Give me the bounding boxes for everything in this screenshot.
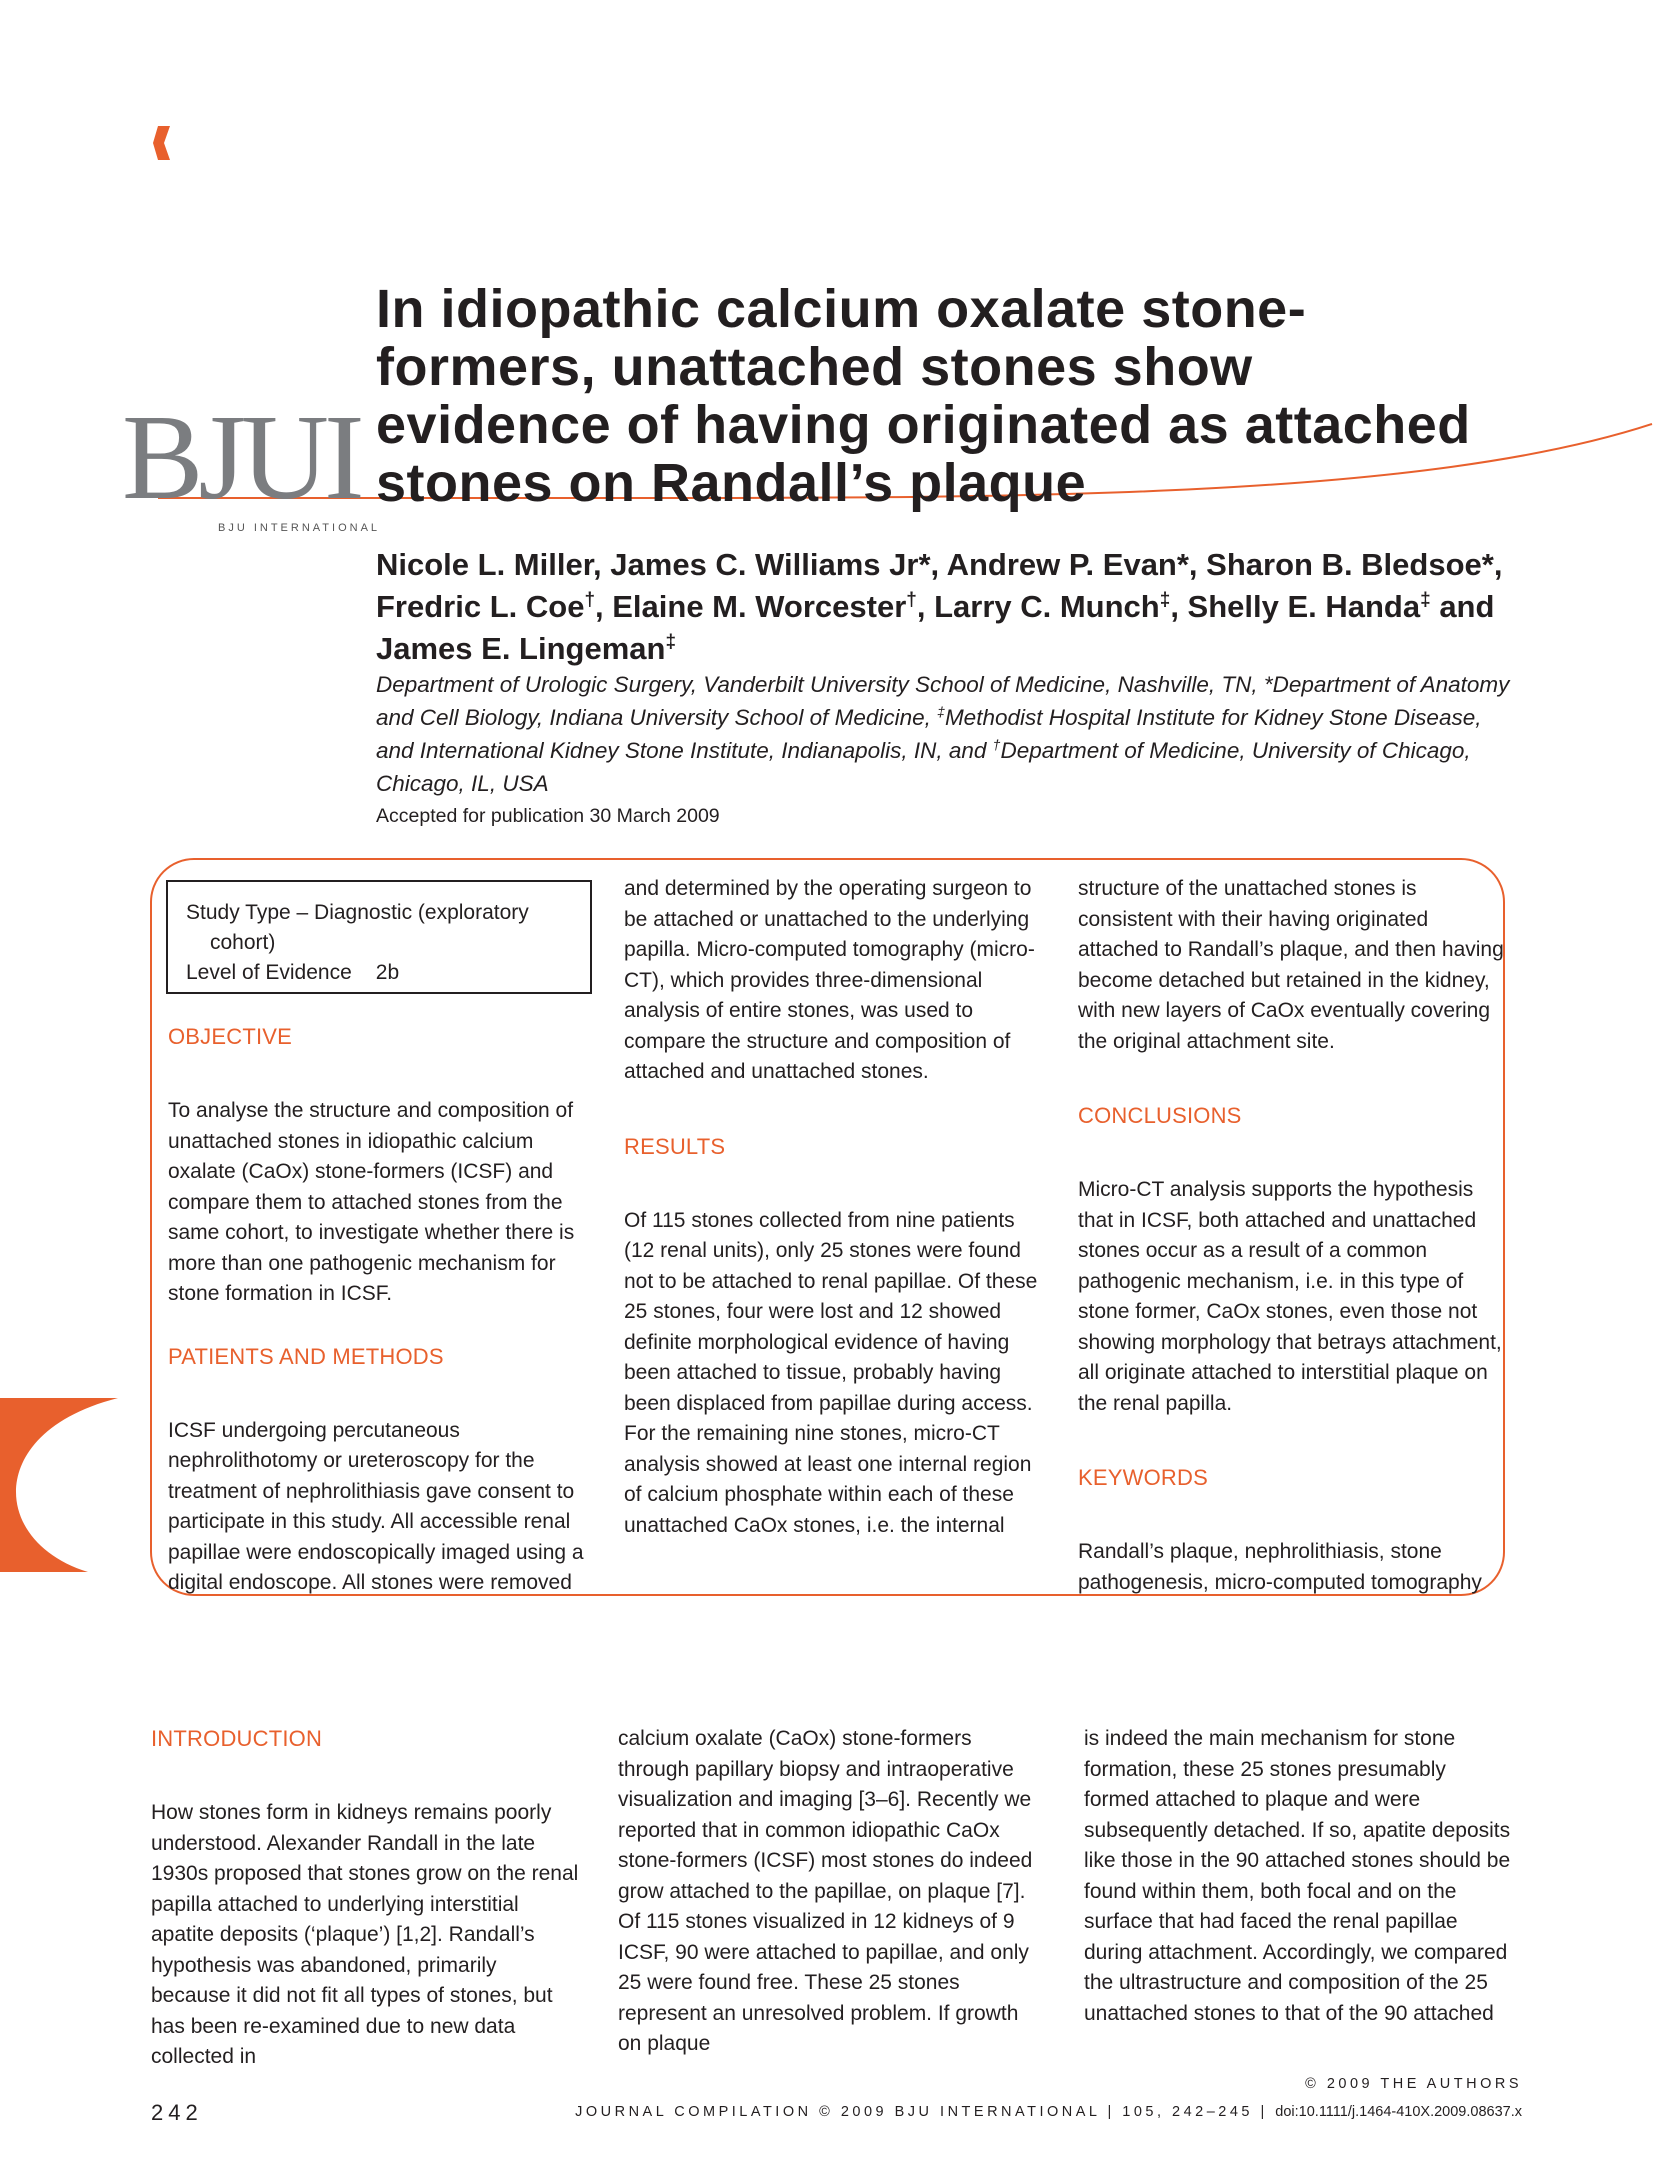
logo-wordmark: BJUI xyxy=(122,390,360,525)
study-type-line-2: cohort) xyxy=(210,931,276,954)
study-type-box xyxy=(166,880,592,994)
corner-bracket-icon xyxy=(150,125,174,161)
page-number: 242 xyxy=(151,2100,203,2125)
abstract-column-3 xyxy=(1078,874,1508,1598)
objective-heading: OBJECTIVE xyxy=(168,1024,293,1049)
side-orange-crescent xyxy=(0,1398,118,1572)
results-heading: RESULTS xyxy=(624,1133,726,1159)
methods-text: ICSF undergoing percutaneous nephrolithotomy or ureteroscopy for the treatment of nephrolithiasis gave consent to participate in this study. All accessible renal papillae were endoscopically imaged using a digital endoscope. All stones were removed xyxy=(168,1418,584,1594)
body-column-1 xyxy=(151,1724,579,2073)
methods-heading: PATIENTS AND METHODS xyxy=(168,1343,444,1369)
conclusions-text: Micro-CT analysis supports the hypothesis that in ICSF, both attached and unattached stones occur as a result of a common pathogenic mechanism, i.e. in this type of stone former, CaOx stones, even those not showing morphology that betrays attachment, all originate attached to interstitial plaque on the renal papilla. xyxy=(1078,1178,1502,1415)
accepted-date: Accepted for publication 30 March 2009 xyxy=(376,805,720,827)
objective-text: To analyse the structure and composition of unattached stones in idiopathic calcium oxalate (CaOx) stone-formers (ICSF) and compare them to attached stones from the same cohort, to investigate whether there is more than one pathogenic mechanism for stone formation in ICSF. xyxy=(168,1099,575,1305)
methods-text-continued: and determined by the operating surgeon to be attached or unattached to the underlying papilla. Micro-computed tomography (micro-CT), which provides three-dimensional analysis of entire stones, was used to compare the structure and composition of attached and unattached stones. xyxy=(624,877,1035,1083)
author-affiliations: Department of Urologic Surgery, Vanderbilt University School of Medicine, Nashville, TN, *Department of Anatomy and Cell Biology, Indiana University School of Medicine, ‡Methodist Hospital Institute for Kidney Stone Disease, and International Kidney Stone Institute, Indianapolis, IN, and †Department of Medicine, University of Chicago, Chicago, IL, USA xyxy=(376,672,1510,796)
results-text-continued: structure of the unattached stones is consistent with their having originated attached to Randall’s plaque, and then having become detached but retained in the kidney, with new layers of CaOx eventually covering the original attachment site. xyxy=(1078,877,1504,1053)
article-title: In idiopathic calcium oxalate stone-formers, unattached stones show evidence of having originated as attached stones on Randall’s plaque xyxy=(376,279,1471,513)
journal-logo xyxy=(122,390,381,548)
keywords-text: Randall’s plaque, nephrolithiasis, stone pathogenesis, micro-computed tomography xyxy=(1078,1540,1482,1594)
logo-subtitle: BJU INTERNATIONAL xyxy=(218,522,381,534)
level-of-evidence: Level of Evidence 2b xyxy=(186,961,400,984)
introduction-heading: INTRODUCTION xyxy=(151,1726,323,1751)
doi-text: doi:10.1111/j.1464-410X.2009.08637.x xyxy=(1275,2104,1522,2120)
footer-journal-info: JOURNAL COMPILATION © 2009 BJU INTERNATIONAL | 105, 242–245 | doi:10.1111/j.1464-410X.2009.08637.x xyxy=(575,2104,1522,2120)
abstract-column-2 xyxy=(624,874,1044,1541)
introduction-text: How stones form in kidneys remains poorly understood. Alexander Randall in the late 1930s proposed that stones grow on the renal papilla attached to underlying interstitial apatite deposits (‘plaque’) [1,2]. Randall’s hypothesis was abandoned, primarily because it did not fit all types of stones, but has been re-examined due to new data collected in xyxy=(151,1801,579,2068)
author-list: Nicole L. Miller, James C. Williams Jr*, Andrew P. Evan*, Sharon B. Bledsoe*, Fredric L. Coe†, Elaine M. Worcester†, Larry C. Munch‡, Shelly E. Handa‡ and James E. Lingeman‡ xyxy=(376,547,1503,666)
introduction-text-continued: calcium oxalate (CaOx) stone-formers through papillary biopsy and intraoperative visualization and imaging [3–6]. Recently we reported that in common idiopathic CaOx stone-formers (ICSF) most stones do indeed grow attached to the papillae, on plaque [7]. Of 115 stones visualized in 12 kidneys of 9 ICSF, 90 were attached to papillae, and only 25 were found free. These 25 stones represent an unresolved problem. If growth on plaque xyxy=(618,1727,1033,2055)
abstract-column-1 xyxy=(168,1022,588,1599)
footer-copyright: © 2009 THE AUTHORS xyxy=(1305,2076,1522,2092)
body-column-3 xyxy=(1084,1724,1514,2029)
body-column-2 xyxy=(618,1724,1046,2060)
study-type-line: Study Type – Diagnostic (exploratory xyxy=(186,901,529,924)
keywords-heading: KEYWORDS xyxy=(1078,1465,1208,1490)
conclusions-heading: CONCLUSIONS xyxy=(1078,1103,1242,1128)
introduction-text-continued-2: is indeed the main mechanism for stone formation, these 25 stones presumably formed attached to plaque and were subsequently detached. If so, apatite deposits like those in the 90 attached stones should be found within them, both focal and on the surface that had faced the renal papillae during attachment. Accordingly, we compared the ultrastructure and composition of the 25 unattached stones to that of the 90 attached xyxy=(1084,1727,1511,2025)
results-text: Of 115 stones collected from nine patients (12 renal units), only 25 stones were found not to be attached to renal papillae. Of these 25 stones, four were lost and 12 showed definite morphological evidence of having been attached to tissue, probably having been displaced from papillae during access. For the remaining nine stones, micro-CT analysis showed at least one internal region of calcium phosphate within each of these unattached CaOx stones, i.e. the internal xyxy=(624,1208,1038,1537)
